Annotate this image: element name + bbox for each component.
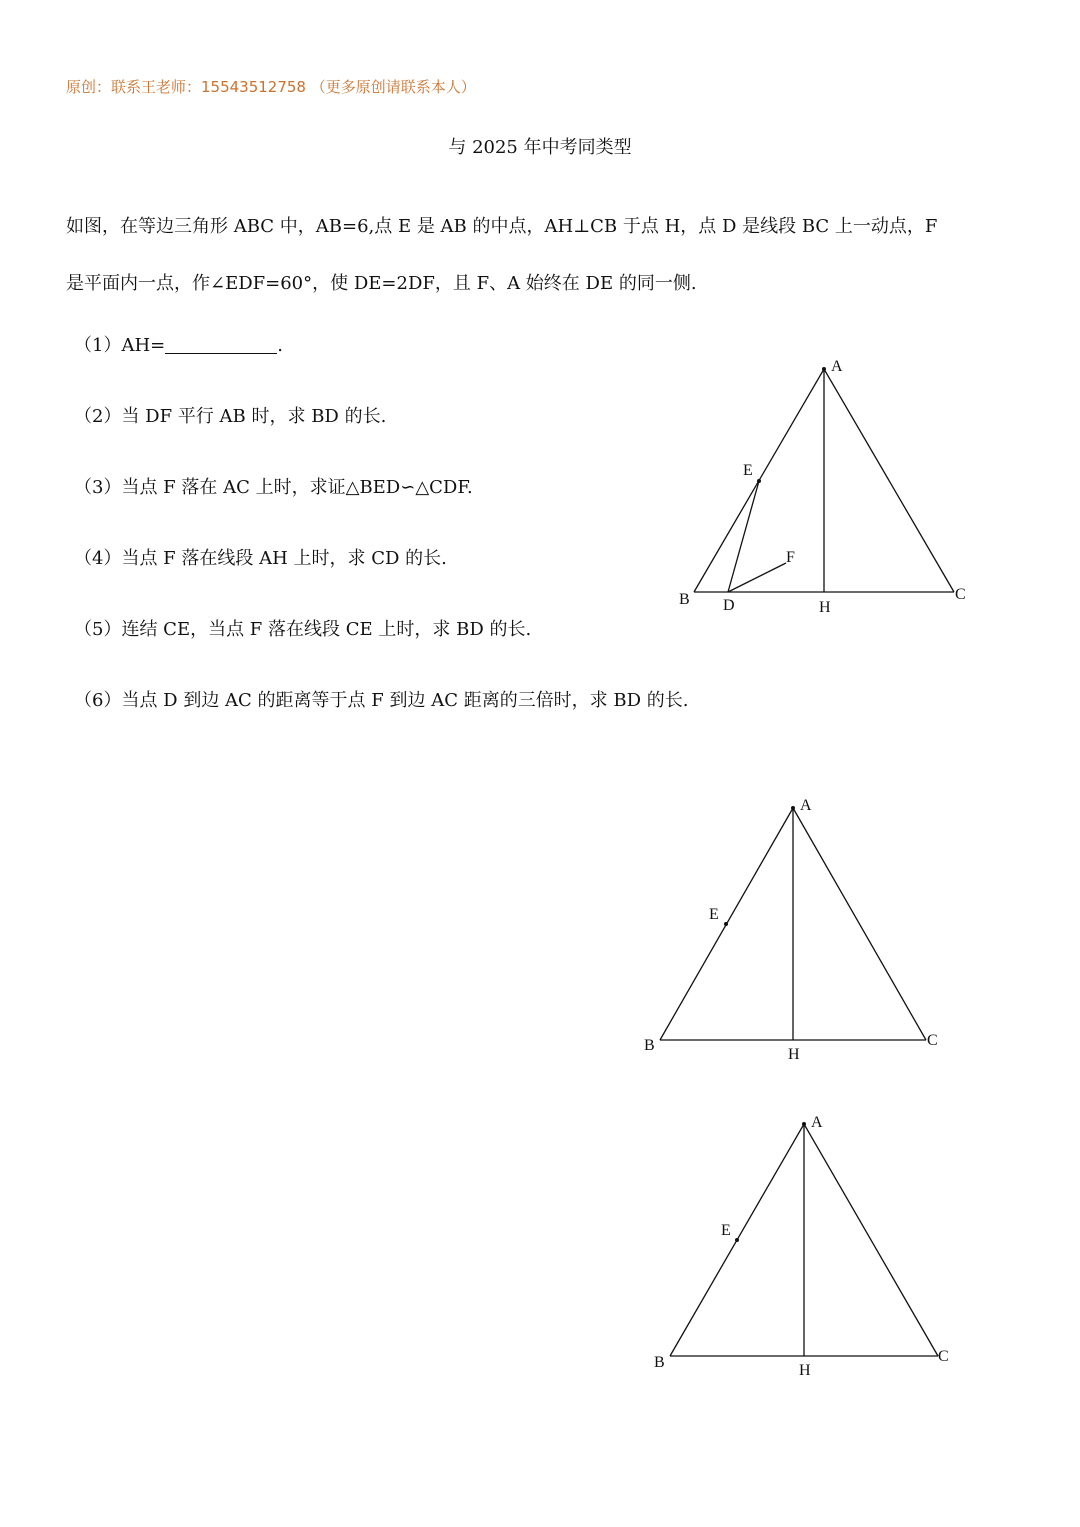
fig3-side-ac [804, 1124, 938, 1356]
fig2-label-h: H [788, 1046, 800, 1063]
fig1-label-a: A [831, 358, 843, 375]
figure-2 [644, 797, 938, 1063]
fig2-point-e [724, 922, 728, 926]
fig3-label-a: A [811, 1114, 823, 1131]
fig2-side-ac [793, 808, 926, 1040]
fig3-point-e [735, 1238, 739, 1242]
fig2-label-c: C [927, 1032, 938, 1049]
figure-3 [654, 1114, 949, 1379]
fig2-label-b: B [644, 1037, 655, 1054]
question-1-text: （1）AH= [74, 335, 166, 356]
fig1-label-e: E [743, 462, 753, 479]
fig3-label-c: C [938, 1348, 949, 1365]
page-title: 与 2025 年中考同类型 [448, 137, 632, 158]
fig1-point-e [757, 479, 761, 483]
fig1-label-d: D [723, 597, 735, 614]
problem-line-2: 是平面内一点，作∠EDF=60°，使 DE=2DF，且 F、A 始终在 DE 的同一侧. [66, 273, 697, 294]
fig3-label-b: B [654, 1354, 665, 1371]
fig1-label-f: F [786, 549, 795, 566]
question-1-suffix: . [277, 335, 283, 356]
fig1-label-b: B [679, 591, 690, 608]
question-3: （3）当点 F 落在 AC 上时，求证△BED∽△CDF. [74, 477, 473, 498]
question-2: （2）当 DF 平行 AB 时，求 BD 的长. [74, 406, 387, 427]
question-6: （6）当点 D 到边 AC 的距离等于点 F 到边 AC 距离的三倍时，求 BD 的长. [74, 690, 689, 711]
fig1-point-a [822, 367, 826, 371]
fig3-label-h: H [799, 1362, 811, 1379]
fig1-label-h: H [819, 599, 831, 616]
question-5: （5）连结 CE，当点 F 落在线段 CE 上时，求 BD 的长. [74, 619, 532, 640]
problem-line-1: 如图，在等边三角形 ABC 中，AB=6,点 E 是 AB 的中点，AH⊥CB 于点 H，点 D 是线段 BC 上一动点，F [66, 216, 938, 237]
fig2-label-a: A [800, 797, 812, 814]
fig1-label-c: C [955, 586, 966, 603]
fig3-label-e: E [721, 1222, 731, 1239]
header-note: 原创：联系王老师：15543512758 （更多原创请联系本人） [66, 78, 476, 96]
fig1-segment-df [728, 563, 786, 592]
fig1-side-ac [824, 369, 954, 592]
fig1-segment-ed [728, 481, 759, 592]
fig3-point-a [802, 1122, 806, 1126]
question-4: （4）当点 F 落在线段 AH 上时，求 CD 的长. [74, 548, 447, 569]
fig2-label-e: E [709, 906, 719, 923]
figure-1 [679, 358, 966, 616]
fig2-point-a [791, 806, 795, 810]
